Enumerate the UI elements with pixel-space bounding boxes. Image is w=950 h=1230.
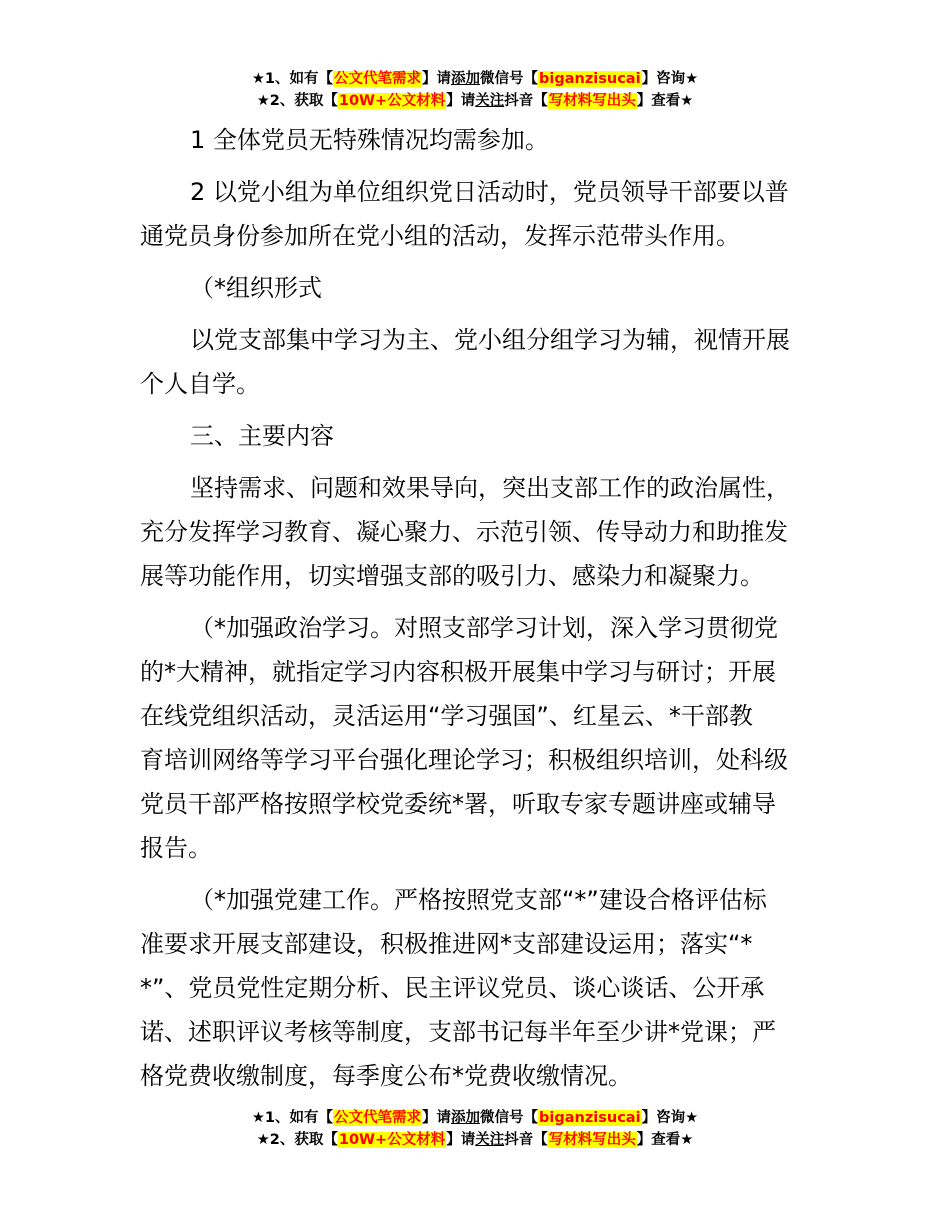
footer-highlight-materials: 10W+公文材料 [338,1132,446,1148]
footer-line-2: ★2、获取【10W+公文材料】请关注抖音【写材料写出头】查看★ [256,1132,694,1148]
paragraph-6: 坚持需求、问题和效果导向，突出支部工作的政治属性， 充分发挥学习教育、凝心聚力、示范引领、传导动力和助推发 展等功能作用，切实增强支部的吸引力、感染力和凝聚力。 [140,474,790,590]
footer-line-1: ★1、如有【公文代笔需求】请添加微信号【biganzisucai】咨询★ [251,1110,699,1126]
paragraph-4: 以党支部集中学习为主、党小组分组学习为辅，视情开展 个人自学。 [140,326,790,398]
footer-highlight-wechat-id: biganzisucai [539,1110,641,1126]
header-line-2: ★2、获取【10W+公文材料】请关注抖音【写材料写出头】查看★ [256,93,694,109]
header-line-1: ★1、如有【公文代笔需求】请添加微信号【biganzisucai】咨询★ [251,71,699,87]
paragraph-1: 1 全体党员无特殊情况均需参加。 [190,126,549,154]
footer-highlight-douyin: 写材料写出头 [548,1132,636,1148]
section-heading-main-content: 三、主要内容 [190,422,334,450]
footer-highlight-service: 公文代笔需求 [334,1110,422,1126]
paragraph-7: （*加强政治学习。对照支部学习计划，深入学习贯彻党 的*大精神，就指定学习内容积极开展集中学习与研讨；开展 在线党组织活动，灵活运用“学习强国”、红星云、*干部教 育培训网络等学习平台强化理论学习；积极组织培训，处科级 党员干部严格按照学校党委统*署，听取专家专题讲座或辅导 报告。 [140,614,788,862]
paragraph-8: （*加强党建工作。严格按照党支部“*”建设合格评估标 准要求开展支部建设，积极推进网*支部建设运用；落实“* *”、党员党性定期分析、民主评议党员、谈心谈话、公开承 诺、述职评议考核等制度，支部书记每半年至少讲*党课；严 格党费收缴制度，每季度公布*党费收缴情况。 [140,886,776,1090]
document-body [140,118,812,1106]
header-highlight-wechat-id: biganzisucai [539,71,641,87]
header-highlight-materials: 10W+公文材料 [338,93,446,109]
header-highlight-douyin: 写材料写出头 [548,93,636,109]
footer-banner [0,1107,950,1151]
header-banner [0,68,950,112]
paragraph-2: 2 以党小组为单位组织党日活动时，党员领导干部要以普 通党员身份参加所在党小组的活动，发挥示范带头作用。 [140,178,789,250]
header-highlight-service: 公文代笔需求 [334,71,422,87]
paragraph-3: （*组织形式 [190,274,322,302]
